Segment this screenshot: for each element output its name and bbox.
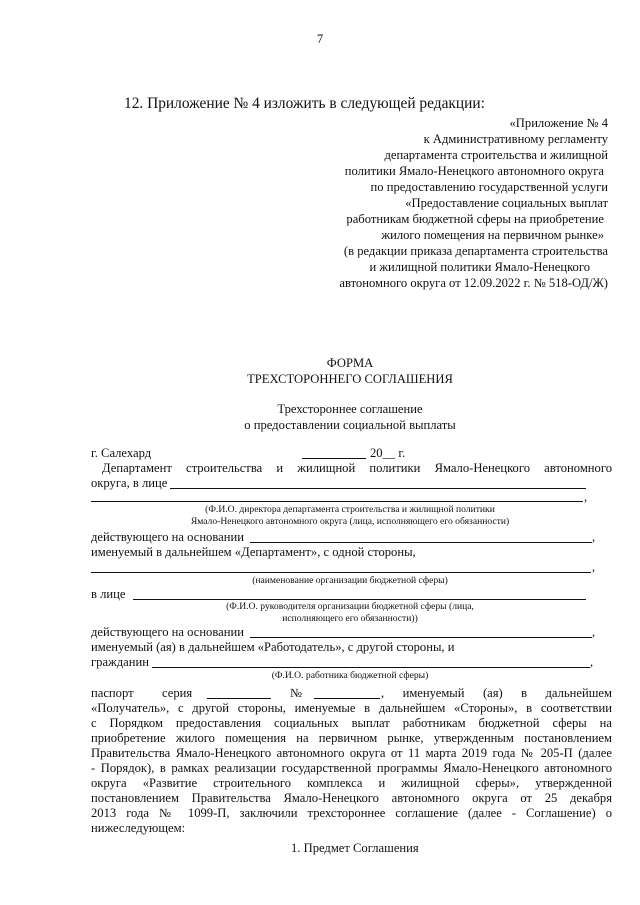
director-name-field-continued[interactable] — [91, 501, 583, 502]
appendix-line: работникам бюджетной сферы на приобретение — [346, 212, 604, 226]
hint-director: Ямало-Ненецкого автономного округа (лица, исполняющего его обязанности) — [190, 516, 510, 527]
body-line: - Порядок), в рамках реализации государственной программы Ямало-Ненецкого автономного — [91, 761, 612, 775]
acting-basis-label: действующего на основании — [91, 625, 244, 639]
appendix-line: жилого помещения на первичном рынке» — [381, 228, 604, 242]
citizen-label: гражданин — [91, 655, 149, 669]
date-day-month-field[interactable] — [302, 458, 366, 459]
passport-tail: , именуемый (ая) в дальнейшем — [381, 686, 612, 700]
body-line: с Порядком предоставления социальных выплат работникам бюджетной сферы на — [91, 716, 612, 730]
body-line: округа «Развитие строительного комплекса и жилищной сферы», утвержденной — [91, 776, 612, 790]
comma: , — [584, 490, 588, 504]
revision-line: и жилищной политики Ямало-Ненецкого — [369, 260, 590, 274]
section-heading: 1. Предмет Соглашения — [291, 841, 419, 855]
worker-name-field[interactable] — [152, 667, 590, 668]
hint-head: исполняющего его обязанности)) — [282, 613, 418, 624]
body-line: «Получатель», с другой стороны, именуемые в дальнейшем «Стороны», в соответствии — [91, 701, 612, 715]
form-subtitle: ТРЕХСТОРОННЕГО СОГЛАШЕНИЯ — [247, 372, 453, 386]
organization-name-field[interactable] — [91, 572, 591, 573]
head-name-field[interactable] — [133, 599, 586, 600]
body-line: 2013 года № 1099-П, заключили трехстороннее соглашение (далее - Соглашение) о — [91, 806, 612, 820]
revision-line: автономного округа от 12.09.2022 г. № 518-ОД/Ж) — [339, 276, 608, 290]
agreement-title: Трехстороннее соглашение — [277, 402, 423, 416]
comma: , — [592, 625, 596, 639]
comma: , — [592, 560, 596, 574]
body-line: нижеследующем: — [91, 821, 186, 835]
hint-worker: (Ф.И.О. работника бюджетной сферы) — [271, 670, 429, 681]
appendix-line: к Административному регламенту — [423, 132, 608, 146]
body-line: постановлением Правительства Ямало-Ненецкого автономного округа от 25 декабря — [91, 791, 612, 805]
appendix-line: «Предоставление социальных выплат — [405, 196, 608, 210]
intro-line: Департамент строительства и жилищной политики Ямало-Ненецкого автономного — [102, 461, 612, 475]
place-of-signing: г. Салехард — [91, 446, 152, 460]
page-number: 7 — [316, 32, 324, 46]
passport-series-label: серия — [162, 686, 193, 700]
director-name-field[interactable] — [170, 488, 586, 489]
body-line: Правительства Ямало-Ненецкого автономного округа от 11 марта 2019 года № 205-П (далее — [91, 746, 612, 760]
acting-basis-label: действующего на основании — [91, 530, 244, 544]
appendix-line: «Приложение № 4 — [509, 116, 608, 130]
form-title: ФОРМА — [326, 356, 374, 370]
agreement-subtitle: о предоставлении социальной выплаты — [244, 418, 456, 432]
appendix-line: политики Ямало-Ненецкого автономного округа — [344, 164, 604, 178]
intro-line: округа, в лице — [91, 476, 168, 490]
date-year: 20__ г. — [370, 446, 406, 460]
named-department: именуемый в дальнейшем «Департамент», с одной стороны, — [91, 545, 416, 559]
head-basis-field[interactable] — [250, 637, 592, 638]
passport-series-field[interactable] — [207, 698, 271, 699]
appendix-line: по предоставлению государственной услуги — [370, 180, 608, 194]
passport-number-field[interactable] — [314, 698, 380, 699]
item-heading: 12. Приложение № 4 изложить в следующей редакции: — [124, 95, 485, 112]
appendix-line: департамента строительства и жилищной — [384, 148, 608, 162]
director-basis-field[interactable] — [250, 542, 592, 543]
named-employer: именуемый (ая) в дальнейшем «Работодатель», с другой стороны, и — [91, 640, 455, 654]
passport-label: паспорт — [91, 686, 134, 700]
hint-head: (Ф.И.О. руководителя организации бюджетной сферы (лица, — [226, 601, 474, 612]
comma: , — [592, 530, 596, 544]
passport-number-label: № — [290, 686, 303, 700]
revision-line: (в редакции приказа департамента строительства — [343, 244, 608, 258]
hint-director: (Ф.И.О. директора департамента строительства и жилищной политики — [205, 504, 495, 515]
comma: , — [590, 655, 594, 669]
in-person-label: в лице — [91, 587, 126, 601]
hint-organization: (наименование организации бюджетной сферы) — [252, 575, 448, 586]
body-line: приобретение жилого помещения на первичном рынке, утвержденным постановлением — [91, 731, 612, 745]
